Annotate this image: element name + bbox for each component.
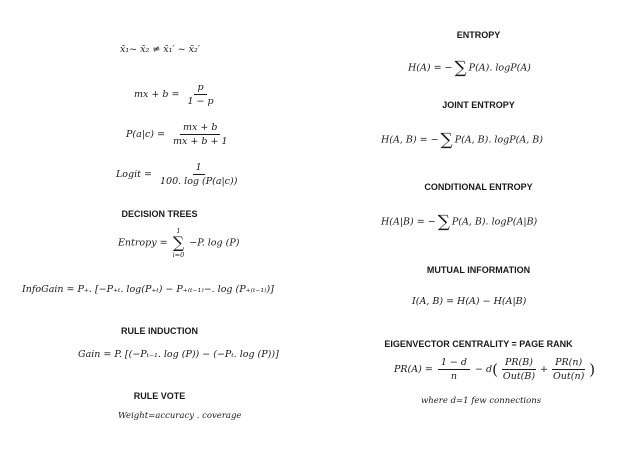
eq-prob-fraction: $\frac{mx + b}{mx + b + 1}$: [173, 122, 228, 147]
eq-logit: [116, 162, 242, 187]
entropy-lhs: H(A) = −: [408, 62, 453, 74]
sigma-icon: ∑: [454, 58, 467, 78]
pagerank-plus: +: [540, 364, 549, 375]
eq-logit-fraction: $\frac{1}{100. \log (P(a|c))}$: [159, 162, 238, 187]
heading-mutual-information: MUTUAL INFORMATION: [426, 265, 531, 275]
pagerank-note: where d=1 few connections: [421, 396, 542, 406]
heading-joint-entropy: JOINT ENTROPY: [442, 100, 515, 110]
eq-linear-lhs: mx + b =: [134, 89, 180, 100]
eq-gain: Gain = P. [(−Pₜ₋₁. log (P)) − (−Pₜ. log (P))]: [78, 349, 279, 360]
heading-eigenvector-centrality: EIGENVECTOR CENTRALITY = PAGE RANK: [384, 339, 573, 349]
eq-entropy-tree: [118, 227, 239, 259]
eq-entropy: [408, 58, 531, 78]
eq-linear-fraction: $\frac{p}{1 - p}$: [187, 82, 214, 107]
joint-rhs: P(A, B). logP(A, B): [454, 134, 543, 146]
pagerank-fraction-damping: $\frac{1 - d}{n}$: [438, 357, 470, 382]
eq-linear: [134, 82, 219, 107]
heading-rule-vote: RULE VOTE: [133, 391, 186, 401]
joint-lhs: H(A, B) = −: [381, 134, 439, 146]
eq-infogain: InfoGain = P₊. [−P₊ₜ. log(P₊ₜ) − P₊₍ₜ₋₁₎−. log (P₊₍ₜ₋₁₎)]: [22, 284, 274, 295]
entropy-tree-rhs: −P. log (P): [189, 237, 240, 249]
sigma-icon: ∑: [437, 212, 450, 232]
heading-decision-trees: DECISION TREES: [121, 209, 198, 219]
eq-conditional-entropy: [381, 212, 537, 232]
eq-approx: x̄₁~ x̄₂ ≠ x̄₁′ ~ x̄₂′: [120, 44, 200, 55]
eq-mutual-information: I(A, B) = H(A) − H(A|B): [412, 296, 527, 307]
pagerank-fraction-n: $\frac{PR(n)}{\text{Out(n)}}$: [553, 357, 585, 382]
eq-weight: Weight=accuracy . coverage: [118, 411, 242, 421]
entropy-tree-lhs: Entropy =: [118, 237, 168, 249]
eq-prob-lhs: P(a|c) =: [126, 129, 165, 140]
eq-logit-lhs: Logit =: [116, 169, 152, 180]
entropy-rhs: P(A). logP(A): [468, 62, 531, 74]
pagerank-minus-d: − d: [475, 364, 493, 375]
conditional-lhs: H(A|B) = −: [381, 216, 436, 228]
heading-conditional-entropy: CONDITIONAL ENTROPY: [424, 182, 533, 192]
eq-joint-entropy: [381, 130, 543, 150]
conditional-rhs: P(A, B). logP(A|B): [451, 216, 538, 228]
sigma-icon: ∑: [440, 130, 453, 150]
heading-rule-induction: RULE INDUCTION: [121, 326, 198, 336]
sigma-icon: 1 ∑ i=0: [172, 227, 185, 259]
heading-entropy: ENTROPY: [456, 30, 501, 40]
eq-pagerank: PR(A) = $\frac{1 - d}{n}$ − d( $\frac{PR(B)}{\text{Out(B)}}$ + $\frac{PR(n)}{\text{Out(n)}}$ ): [394, 357, 596, 382]
pagerank-lhs: PR(A) =: [394, 364, 433, 375]
eq-prob: [126, 122, 233, 147]
pagerank-fraction-b: $\frac{PR(B)}{\text{Out(B)}}$: [502, 357, 536, 382]
